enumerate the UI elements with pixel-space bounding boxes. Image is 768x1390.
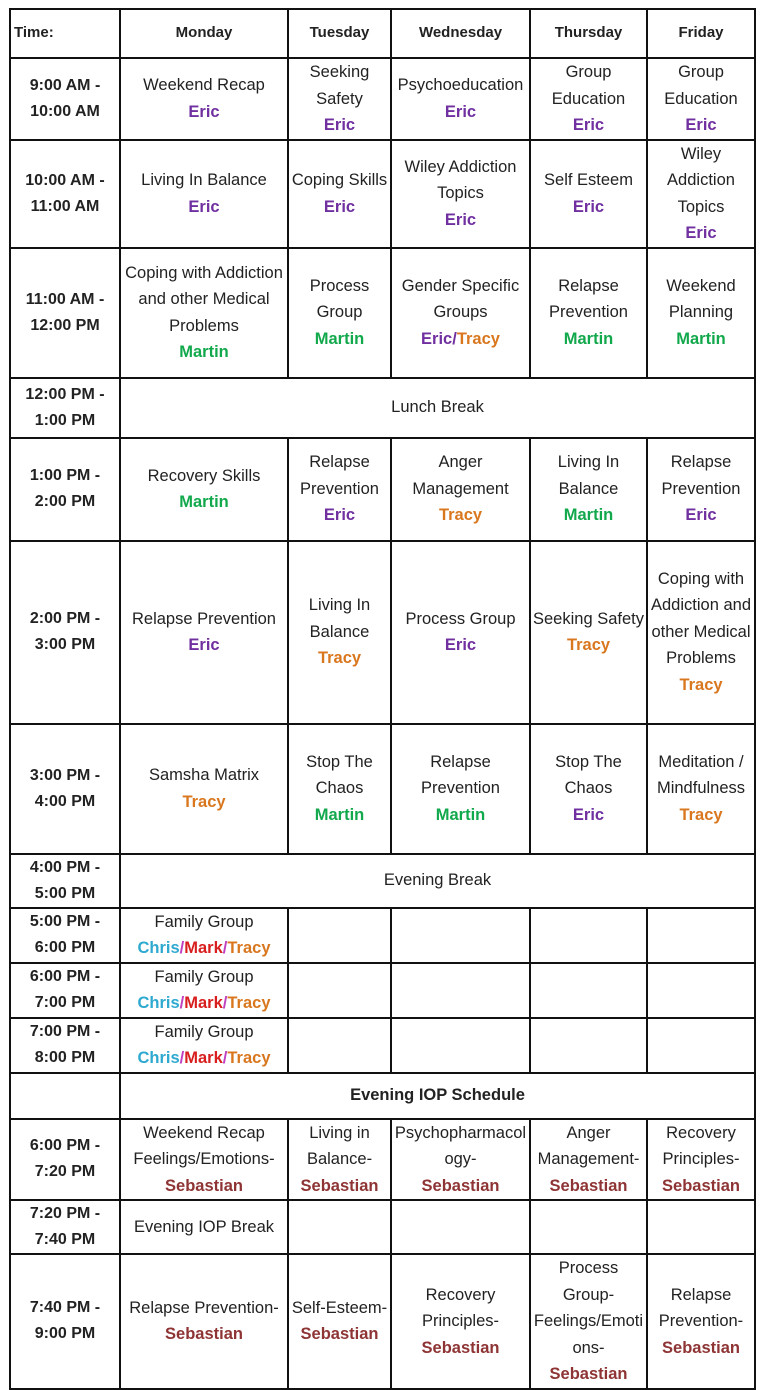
facilitator-name: Eric <box>323 116 356 134</box>
facilitator-name: Chris <box>137 1049 180 1067</box>
session-title: Anger Management- <box>537 1123 640 1168</box>
time-slot: 6:00 PM - 7:00 PM <box>10 963 120 1018</box>
time-slot: 4:00 PM - 5:00 PM <box>10 854 120 908</box>
session-friday <box>647 438 755 541</box>
facilitators <box>649 672 753 699</box>
session-friday <box>647 1119 755 1201</box>
facilitators <box>532 632 645 659</box>
time-slot: 7:40 PM - 9:00 PM <box>10 1254 120 1389</box>
facilitators <box>122 789 286 816</box>
separator: / <box>179 939 185 957</box>
session-wednesday <box>391 1018 530 1073</box>
session-title: Wiley Addiction Topics <box>404 157 517 203</box>
facilitators <box>532 1361 645 1388</box>
session-wednesday <box>391 1119 530 1201</box>
facilitators <box>649 1335 753 1362</box>
facilitator-name: Eric <box>685 506 717 525</box>
facilitator-name: Mark <box>184 939 223 957</box>
time-slot: 11:00 AM - 12:00 PM <box>10 248 120 378</box>
header-time: Time: <box>10 9 120 58</box>
spanning-label: Evening Break <box>120 854 755 908</box>
session-thursday <box>530 908 647 963</box>
facilitators <box>649 220 753 247</box>
separator: / <box>222 994 228 1012</box>
facilitator-name: Tracy <box>438 506 483 525</box>
facilitators <box>122 489 286 516</box>
header-row <box>10 9 755 58</box>
facilitator-name: Eric <box>188 197 220 216</box>
separator: / <box>222 1049 228 1067</box>
session-monday <box>120 1254 288 1389</box>
header-friday: Friday <box>647 9 755 58</box>
facilitator-name: Martin <box>314 805 365 824</box>
header-tuesday: Tuesday <box>288 9 391 58</box>
facilitator-name: Eric <box>572 197 605 216</box>
session-title: Relapse Prevention <box>661 453 741 498</box>
session-title: Process Group-Feelings/Emotions- <box>533 1259 644 1357</box>
facilitator-name: Eric <box>323 506 356 525</box>
session-thursday <box>530 140 647 248</box>
session-friday <box>647 1018 755 1073</box>
session-tuesday <box>288 248 391 378</box>
time-slot: 1:00 PM - 2:00 PM <box>10 438 120 541</box>
session-title: Weekend Planning <box>666 276 736 322</box>
session-tuesday <box>288 58 391 140</box>
session-title: Psychopharmacology- <box>394 1123 527 1168</box>
session-title: Meditation / Mindfulness <box>656 752 746 798</box>
facilitator-name: Martin <box>676 329 726 348</box>
session-tuesday <box>288 1254 391 1389</box>
facilitator-name: Sebastian <box>421 1176 500 1195</box>
session-friday <box>647 724 755 854</box>
session-title: Coping Skills <box>291 171 388 189</box>
session-friday <box>647 140 755 248</box>
facilitator-name: Eric <box>444 210 477 229</box>
facilitators <box>122 99 286 126</box>
session-tuesday <box>288 724 391 854</box>
facilitators <box>122 339 286 366</box>
facilitators <box>122 1321 286 1348</box>
facilitator-name: Tracy <box>227 1049 271 1067</box>
facilitators <box>393 1173 528 1200</box>
facilitator-name: Martin <box>179 493 229 511</box>
session-title: Coping with Addiction and other Medical Problems <box>651 569 751 668</box>
facilitators <box>649 326 753 353</box>
facilitator-name: Eric <box>572 805 605 824</box>
facilitators <box>290 326 389 353</box>
facilitator-name: Sebastian <box>662 1338 740 1357</box>
session-friday <box>647 58 755 140</box>
session-title: Weekend Recap Feelings/Emotions- <box>133 1123 275 1168</box>
session-friday <box>647 1200 755 1254</box>
session-wednesday <box>391 248 530 378</box>
facilitators <box>122 1173 286 1200</box>
facilitators <box>122 194 286 221</box>
session-title: Recovery Principles- <box>421 1285 500 1330</box>
session-title: Coping with Addiction and other Medical Problems <box>125 263 283 335</box>
facilitators <box>532 194 645 221</box>
session-title: Stop The Chaos <box>555 752 622 798</box>
time-slot: 6:00 PM - 7:20 PM <box>10 1119 120 1201</box>
separator: / <box>452 329 457 348</box>
session-title: Stop The Chaos <box>306 752 373 798</box>
session-title: Living In Balance <box>557 453 620 498</box>
facilitator-name: Eric <box>323 197 356 216</box>
session-title: Living In Balance <box>308 596 371 641</box>
facilitator-name: Tracy <box>227 939 271 957</box>
facilitators <box>532 1173 645 1200</box>
session-monday <box>120 248 288 378</box>
session-tuesday <box>288 541 391 724</box>
session-wednesday <box>391 724 530 854</box>
facilitators <box>290 802 389 829</box>
facilitator-name: Martin <box>435 805 486 824</box>
session-friday <box>647 541 755 724</box>
session-wednesday <box>391 908 530 963</box>
schedule-row <box>10 438 755 541</box>
session-monday <box>120 140 288 248</box>
time-slot: 10:00 AM - 11:00 AM <box>10 140 120 248</box>
session-thursday <box>530 438 647 541</box>
session-tuesday <box>288 140 391 248</box>
session-monday <box>120 1119 288 1201</box>
session-thursday <box>530 1254 647 1389</box>
session-title: Relapse Prevention <box>131 609 276 628</box>
facilitator-name: Mark <box>184 994 223 1012</box>
session-wednesday <box>391 963 530 1018</box>
session-monday <box>120 724 288 854</box>
session-title: Seeking Safety <box>533 609 644 628</box>
facilitator-name: Chris <box>137 994 180 1012</box>
session-thursday <box>530 1018 647 1073</box>
facilitators <box>290 1173 389 1200</box>
facilitator-name: Martin <box>563 329 614 348</box>
time-slot: 7:20 PM - 7:40 PM <box>10 1200 120 1254</box>
facilitator-name: Sebastian <box>300 1325 379 1344</box>
session-monday <box>120 1200 288 1254</box>
session-title: Gender Specific Groups <box>401 276 520 322</box>
session-title: Living In Balance <box>141 171 267 189</box>
session-monday <box>120 541 288 724</box>
session-title: Seeking Safety <box>309 63 370 108</box>
facilitator-name: Tracy <box>456 329 500 348</box>
schedule-row <box>10 541 755 724</box>
facilitator-name: Mark <box>184 1049 223 1067</box>
session-title: Relapse Prevention <box>549 276 628 322</box>
facilitators <box>393 632 528 659</box>
separator: / <box>222 939 228 957</box>
facilitator-name: Martin <box>314 329 365 348</box>
facilitator-name: Tracy <box>679 675 723 694</box>
session-wednesday <box>391 541 530 724</box>
facilitators <box>393 802 528 829</box>
session-thursday <box>530 1200 647 1254</box>
session-thursday <box>530 541 647 724</box>
facilitators <box>122 990 286 1017</box>
facilitators <box>393 1335 528 1362</box>
facilitator-name: Eric <box>572 116 605 134</box>
facilitators <box>290 194 389 221</box>
time-slot: 7:00 PM - 8:00 PM <box>10 1018 120 1073</box>
facilitators <box>290 502 389 529</box>
header-monday: Monday <box>120 9 288 58</box>
time-slot: 9:00 AM - 10:00 AM <box>10 58 120 140</box>
session-wednesday <box>391 1254 530 1389</box>
facilitator-name: Sebastian <box>421 1338 500 1357</box>
session-title: Samsha Matrix <box>148 766 260 784</box>
session-wednesday <box>391 1200 530 1254</box>
session-monday <box>120 908 288 963</box>
facilitators <box>649 802 753 829</box>
schedule-row <box>10 963 755 1018</box>
facilitators <box>290 1321 389 1348</box>
session-title: Evening IOP Break <box>133 1217 275 1236</box>
facilitators <box>122 1045 286 1072</box>
session-thursday <box>530 58 647 140</box>
schedule-row <box>10 1254 755 1389</box>
facilitator-name: Sebastian <box>662 1176 740 1195</box>
schedule-row <box>10 854 755 908</box>
spanning-label: Lunch Break <box>120 378 755 438</box>
facilitator-name: Eric <box>188 102 220 121</box>
facilitators <box>290 112 389 139</box>
facilitators <box>393 326 528 353</box>
session-wednesday <box>391 438 530 541</box>
session-thursday <box>530 1119 647 1201</box>
facilitators <box>532 326 645 353</box>
session-title: Self Esteem <box>544 171 633 189</box>
session-friday <box>647 1254 755 1389</box>
session-friday <box>647 908 755 963</box>
facilitator-name: Tracy <box>679 805 723 824</box>
facilitators <box>393 99 528 126</box>
session-tuesday <box>288 1018 391 1073</box>
schedule-row <box>10 58 755 140</box>
facilitator-name: Tracy <box>317 649 362 668</box>
session-friday <box>647 963 755 1018</box>
session-monday <box>120 963 288 1018</box>
session-title: Family Group <box>154 912 254 931</box>
session-title: Process Group <box>405 609 516 628</box>
session-title: Group Education <box>664 63 738 108</box>
session-title: Group Education <box>551 63 626 108</box>
separator: / <box>179 994 185 1012</box>
facilitator-name: Sebastian <box>165 1176 243 1195</box>
time-slot: 2:00 PM - 3:00 PM <box>10 541 120 724</box>
facilitator-name: Eric <box>685 116 717 134</box>
schedule-row <box>10 1018 755 1073</box>
session-monday <box>120 1018 288 1073</box>
schedule-row <box>10 1119 755 1201</box>
separator: / <box>179 1049 185 1067</box>
session-tuesday <box>288 1200 391 1254</box>
facilitators <box>290 645 389 672</box>
facilitator-name: Eric <box>444 102 477 121</box>
schedule-row <box>10 1073 755 1119</box>
schedule-row <box>10 140 755 248</box>
facilitator-name: Sebastian <box>300 1176 379 1195</box>
weekly-schedule-table <box>9 8 756 1390</box>
session-friday <box>647 248 755 378</box>
facilitators <box>649 502 753 529</box>
facilitator-name: Martin <box>179 343 229 361</box>
session-tuesday <box>288 438 391 541</box>
facilitator-name: Martin <box>563 506 614 525</box>
session-title: Psychoeducation <box>397 76 524 95</box>
session-monday <box>120 58 288 140</box>
facilitators <box>649 1173 753 1200</box>
session-title: Relapse Prevention <box>300 453 379 498</box>
facilitators <box>122 632 286 659</box>
session-title: Weekend Recap <box>143 76 265 95</box>
header-wednesday: Wednesday <box>391 9 530 58</box>
facilitators <box>649 112 753 139</box>
facilitator-name: Eric <box>421 329 453 348</box>
header-thursday: Thursday <box>530 9 647 58</box>
facilitator-name: Sebastian <box>165 1325 243 1344</box>
facilitators <box>393 207 528 234</box>
schedule-row <box>10 908 755 963</box>
time-slot <box>10 1073 120 1119</box>
session-title: Relapse Prevention <box>421 752 500 798</box>
facilitators <box>532 502 645 529</box>
time-slot: 5:00 PM - 6:00 PM <box>10 908 120 963</box>
facilitator-name: Eric <box>188 636 220 654</box>
session-title: Wiley Addiction Topics <box>667 144 735 216</box>
session-thursday <box>530 724 647 854</box>
session-tuesday <box>288 908 391 963</box>
session-thursday <box>530 963 647 1018</box>
session-title: Family Group <box>154 967 254 986</box>
facilitator-name: Eric <box>685 224 717 242</box>
session-title: Relapse Prevention- <box>658 1285 744 1330</box>
facilitator-name: Tracy <box>227 994 271 1012</box>
session-tuesday <box>288 963 391 1018</box>
schedule-row <box>10 1200 755 1254</box>
facilitators <box>532 112 645 139</box>
session-title: Recovery Principles- <box>662 1123 740 1168</box>
facilitators <box>393 502 528 529</box>
facilitators <box>532 802 645 829</box>
session-thursday <box>530 248 647 378</box>
session-tuesday <box>288 1119 391 1201</box>
session-title: Anger Management <box>412 453 509 498</box>
facilitator-name: Tracy <box>182 792 226 811</box>
session-monday <box>120 438 288 541</box>
session-title: Recovery Skills <box>147 466 261 485</box>
time-slot: 3:00 PM - 4:00 PM <box>10 724 120 854</box>
schedule-row <box>10 378 755 438</box>
spanning-label: Evening IOP Schedule <box>120 1073 755 1119</box>
facilitator-name: Eric <box>444 636 477 654</box>
schedule-row <box>10 724 755 854</box>
facilitator-name: Sebastian <box>549 1176 628 1195</box>
session-title: Relapse Prevention- <box>129 1298 279 1317</box>
time-slot: 12:00 PM - 1:00 PM <box>10 378 120 438</box>
session-wednesday <box>391 58 530 140</box>
session-wednesday <box>391 140 530 248</box>
session-title: Family Group <box>154 1022 254 1041</box>
facilitator-name: Chris <box>137 939 180 957</box>
facilitators <box>122 935 286 962</box>
session-title: Living in Balance- <box>306 1123 373 1168</box>
schedule-row <box>10 248 755 378</box>
facilitator-name: Tracy <box>566 636 611 654</box>
session-title: Process Group <box>309 276 370 322</box>
facilitator-name: Sebastian <box>549 1365 628 1383</box>
session-title: Self-Esteem- <box>291 1298 388 1317</box>
